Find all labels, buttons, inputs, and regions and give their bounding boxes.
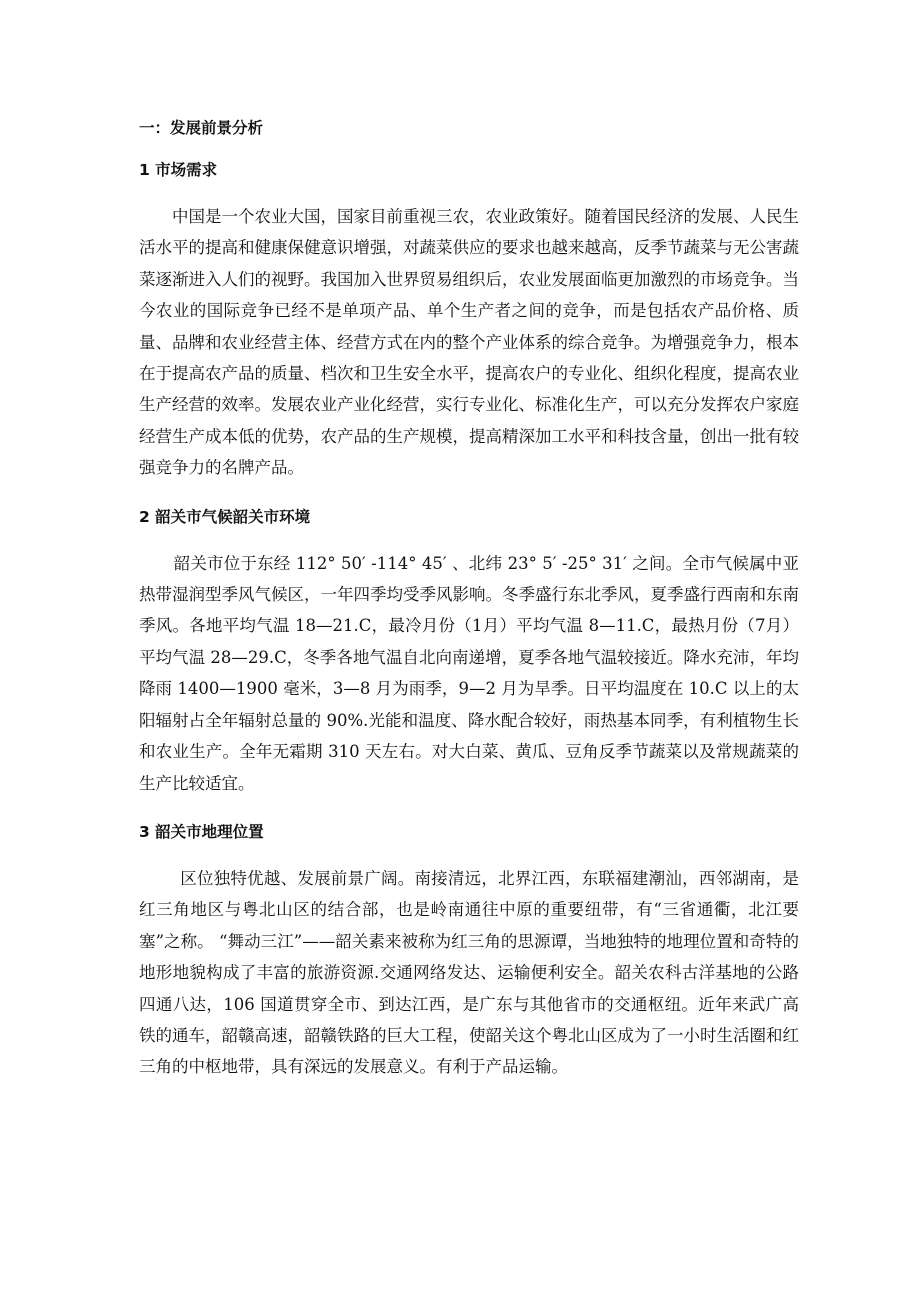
document-body: [139, 117, 799, 1083]
section-heading-climate: 2 韶关市气候韶关市环境: [139, 507, 311, 526]
document-title: 一：发展前景分析: [139, 119, 264, 137]
section-paragraph-location: 区位独特优越、发展前景广阔。南接清远，北界江西，东联福建潮汕，西邻湖南，是红三角地区与粤北山区的结合部，也是岭南通往中原的重要纽带，有“三省通衢，北江要塞”之称。 “舞动三江”——韶关素来被称为红三角的思源谭，当地独特的地理位置和奇特的地形地貌构成了丰富的旅游资源.交通网络发达、运输便利安全。韶关农科古洋基地的公路四通八达，106 国道贯穿全市、到达江西，是广东与其他省市的交通枢纽。近年来武广高铁的通车，韶赣高速，韶赣铁路的巨大工程，使韶关这个粤北山区成为了一小时生活圈和红三角的中枢地带，具有深远的发展意义。有利于产品运输。: [139, 868, 799, 1077]
section-paragraph-market-demand: 中国是一个农业大国，国家目前重视三农，农业政策好。随着国民经济的发展、人民生活水平的提高和健康保健意识增强，对蔬菜供应的要求也越来越高，反季节蔬菜与无公害蔬菜逐渐进入人们的视野。我国加入世界贸易组织后，农业发展面临更加激烈的市场竞争。当今农业的国际竞争已经不是单项产品、单个生产者之间的竞争，而是包括农产品价格、质量、品牌和农业经营主体、经营方式在内的整个产业体系的综合竞争。为增强竞争力，根本在于提高农产品的质量、档次和卫生安全水平，提高农户的专业化、组织化程度，提高农业生产经营的效率。发展农业产业化经营，实行专业化、标准化生产，可以充分发挥农户家庭经营生产成本低的优势，农产品的生产规模，提高精深加工水平和科技含量，创出一批有较强竞争力的名牌产品。: [139, 207, 799, 478]
section-paragraph-climate: 韶关市位于东经 112° 50′ -114° 45′ 、北纬 23° 5′ -25° 31′ 之间。全市气候属中亚热带湿润型季风气候区，一年四季均受季风影响。冬季盛行东北季风，夏季盛行西南和东南季风。各地平均气温 18—21.C，最冷月份（1月）平均气温 8—11.C，最热月份（7月）平均气温 28—29.C，冬季各地气温自北向南递增，夏季各地气温较接近。降水充沛，年均降雨 1400—1900 毫米，3—8 月为雨季，9—2 月为旱季。日平均温度在 10.C 以上的太阳辐射占全年辐射总量的 90%.光能和温度、降水配合较好，雨热基本同季，有利植物生长和农业生产。全年无霜期 310 天左右。对大白菜、黄瓜、豆角反季节蔬菜以及常规蔬菜的生产比较适宜。: [139, 553, 799, 793]
section-heading-location: 3 韶关市地理位置: [139, 822, 264, 841]
section-heading-market-demand: 1 市场需求: [139, 161, 218, 179]
